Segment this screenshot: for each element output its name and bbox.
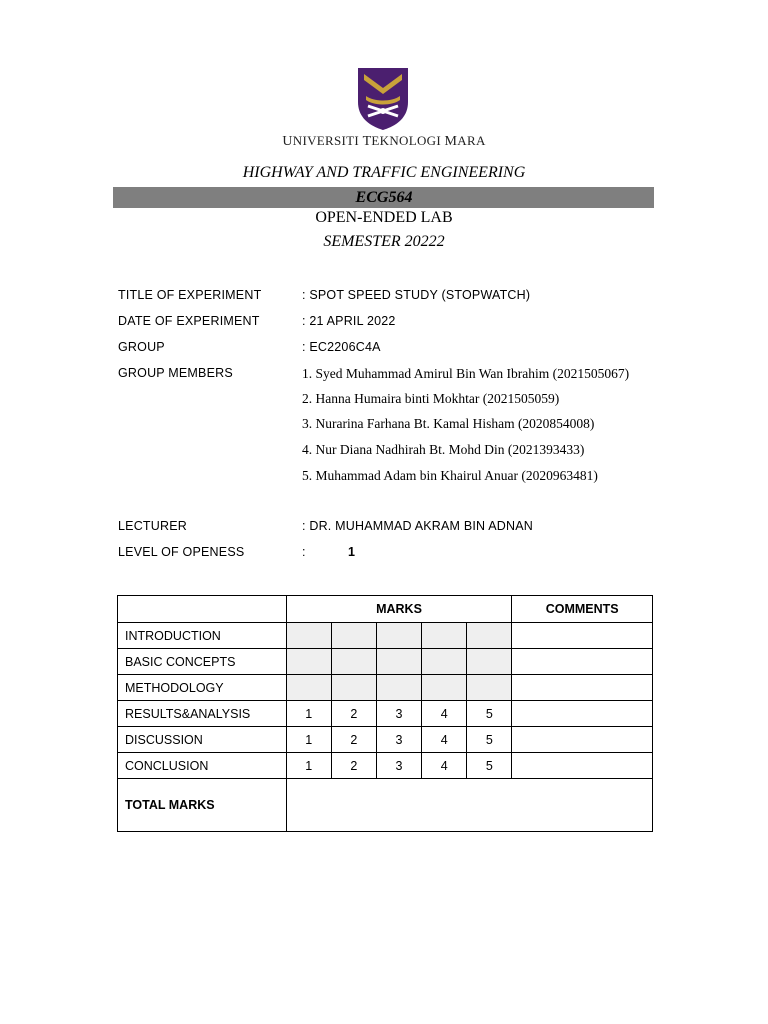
university-logo — [356, 66, 410, 132]
row-label-basic-concepts: BASIC CONCEPTS — [118, 649, 287, 675]
table-header-row — [118, 596, 653, 623]
comment-cell[interactable] — [512, 727, 653, 753]
member-3: 3. Nurarina Farhana Bt. Kamal Hisham (2020854008) — [302, 416, 595, 431]
member-1: 1. Syed Muhammad Amirul Bin Wan Ibrahim (2021505067) — [302, 366, 630, 381]
total-marks-label: TOTAL MARKS — [118, 779, 287, 832]
comment-cell[interactable] — [512, 753, 653, 779]
score-cell[interactable]: 2 — [331, 727, 376, 753]
score-cell[interactable] — [422, 675, 467, 701]
group-label: GROUP — [118, 340, 165, 354]
table-row — [118, 727, 653, 753]
lecturer-label: LECTURER — [118, 519, 187, 533]
course-title: HIGHWAY AND TRAFFIC ENGINEERING — [242, 164, 526, 181]
score-cell[interactable] — [286, 623, 331, 649]
date-label: DATE OF EXPERIMENT — [118, 314, 260, 328]
university-name: UNIVERSITI TEKNOLOGI MARA — [282, 133, 486, 149]
header-blank-cell — [118, 596, 287, 623]
comment-cell[interactable] — [512, 675, 653, 701]
table-row — [118, 701, 653, 727]
total-row — [118, 779, 653, 832]
table-row — [118, 753, 653, 779]
comment-cell[interactable] — [512, 649, 653, 675]
score-cell[interactable] — [331, 649, 376, 675]
score-cell[interactable]: 1 — [286, 727, 331, 753]
comment-cell[interactable] — [512, 701, 653, 727]
row-label-methodology: METHODOLOGY — [118, 675, 287, 701]
table-row — [118, 623, 653, 649]
title-value: : SPOT SPEED STUDY (STOPWATCH) — [302, 288, 531, 302]
lab-type: OPEN-ENDED LAB — [315, 209, 453, 226]
score-cell[interactable] — [376, 675, 421, 701]
openess-colon: : — [302, 545, 306, 559]
semester: SEMESTER 20222 — [323, 233, 445, 250]
score-cell[interactable]: 1 — [286, 701, 331, 727]
score-cell[interactable]: 5 — [467, 753, 512, 779]
row-label-discussion: DISCUSSION — [118, 727, 287, 753]
lecturer-value: : DR. MUHAMMAD AKRAM BIN ADNAN — [302, 519, 534, 533]
score-cell[interactable]: 4 — [422, 753, 467, 779]
score-cell[interactable]: 5 — [467, 701, 512, 727]
score-cell[interactable] — [331, 675, 376, 701]
score-cell[interactable] — [422, 649, 467, 675]
title-label: TITLE OF EXPERIMENT — [118, 288, 262, 302]
row-label-conclusion: CONCLUSION — [118, 753, 287, 779]
row-label-introduction: INTRODUCTION — [118, 623, 287, 649]
marks-header: MARKS — [286, 596, 512, 623]
table-row — [118, 675, 653, 701]
group-value: : EC2206C4A — [302, 340, 381, 354]
score-cell[interactable]: 2 — [331, 701, 376, 727]
score-cell[interactable] — [422, 623, 467, 649]
openess-label: LEVEL OF OPENESS — [118, 545, 245, 559]
score-cell[interactable]: 5 — [467, 727, 512, 753]
row-label-results-analysis: RESULTS&ANALYSIS — [118, 701, 287, 727]
score-cell[interactable] — [331, 623, 376, 649]
score-cell[interactable]: 2 — [331, 753, 376, 779]
course-code: ECG564 — [355, 189, 413, 206]
comment-cell[interactable] — [512, 623, 653, 649]
table-row — [118, 649, 653, 675]
score-cell[interactable] — [376, 623, 421, 649]
score-cell[interactable] — [286, 675, 331, 701]
comments-header: COMMENTS — [512, 596, 653, 623]
openess-value: 1 — [348, 545, 356, 559]
members-label: GROUP MEMBERS — [118, 366, 233, 380]
score-cell[interactable] — [467, 623, 512, 649]
member-4: 4. Nur Diana Nadhirah Bt. Mohd Din (2021393433) — [302, 442, 585, 457]
total-marks-cell[interactable] — [286, 779, 652, 832]
member-5: 5. Muhammad Adam bin Khairul Anuar (2020963481) — [302, 468, 598, 483]
score-cell[interactable]: 3 — [376, 701, 421, 727]
date-value: : 21 APRIL 2022 — [302, 314, 396, 328]
score-cell[interactable]: 1 — [286, 753, 331, 779]
score-cell[interactable] — [467, 675, 512, 701]
score-cell[interactable]: 4 — [422, 727, 467, 753]
score-cell[interactable]: 3 — [376, 753, 421, 779]
member-2: 2. Hanna Humaira binti Mokhtar (2021505059) — [302, 391, 560, 406]
score-cell[interactable]: 4 — [422, 701, 467, 727]
score-cell[interactable] — [286, 649, 331, 675]
score-cell[interactable] — [376, 649, 421, 675]
score-cell[interactable]: 3 — [376, 727, 421, 753]
marks-table — [117, 595, 653, 832]
score-cell[interactable] — [467, 649, 512, 675]
